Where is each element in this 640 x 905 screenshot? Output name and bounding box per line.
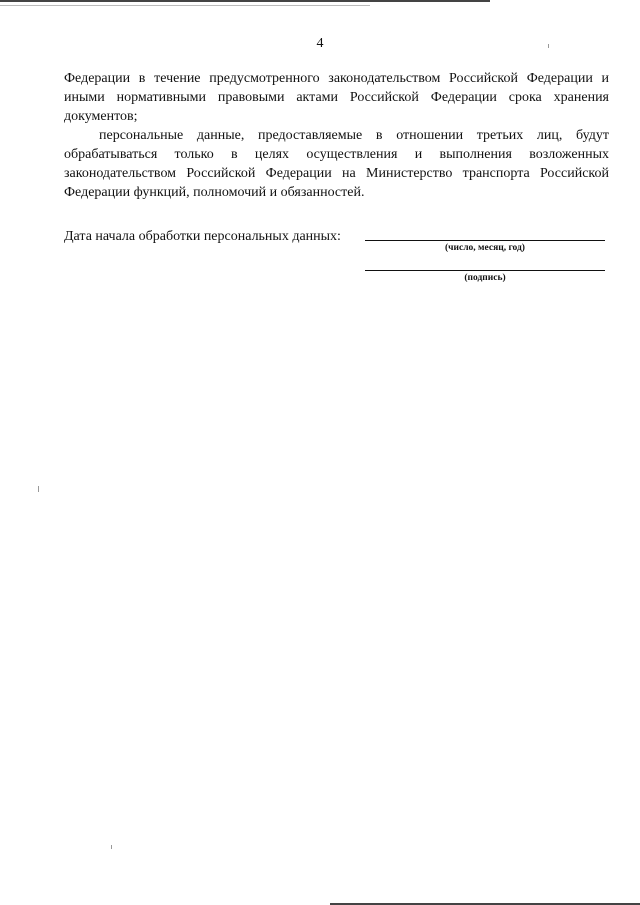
date-caption: (число, месяц, год) <box>445 243 525 253</box>
signature-caption: (подпись) <box>464 273 506 283</box>
paragraph-third-party-data: персональные данные, предоставляемые в отношении третьих лиц, будут обрабатываться только в целях осуществления и выполнения возложенных законодательством Российской Федерации на Министерство транспорта Российской Федерации функций, полномочий и обязанностей. <box>64 128 609 200</box>
scan-edge-top <box>0 0 490 2</box>
page-number: 4 <box>316 36 324 51</box>
date-input-line[interactable] <box>365 240 605 241</box>
scan-speck <box>111 845 112 849</box>
scan-edge-top-faint <box>0 5 370 6</box>
paragraph-storage-period: Федерации в течение предусмотренного законодательством Российской Федерации и иными нормативными правовыми актами Российской Федерации срока хранения документов; <box>64 71 609 124</box>
date-label: Дата начала обработки персональных данных: <box>64 229 341 244</box>
signature-input-line[interactable] <box>365 270 605 271</box>
scan-speck <box>38 486 39 492</box>
